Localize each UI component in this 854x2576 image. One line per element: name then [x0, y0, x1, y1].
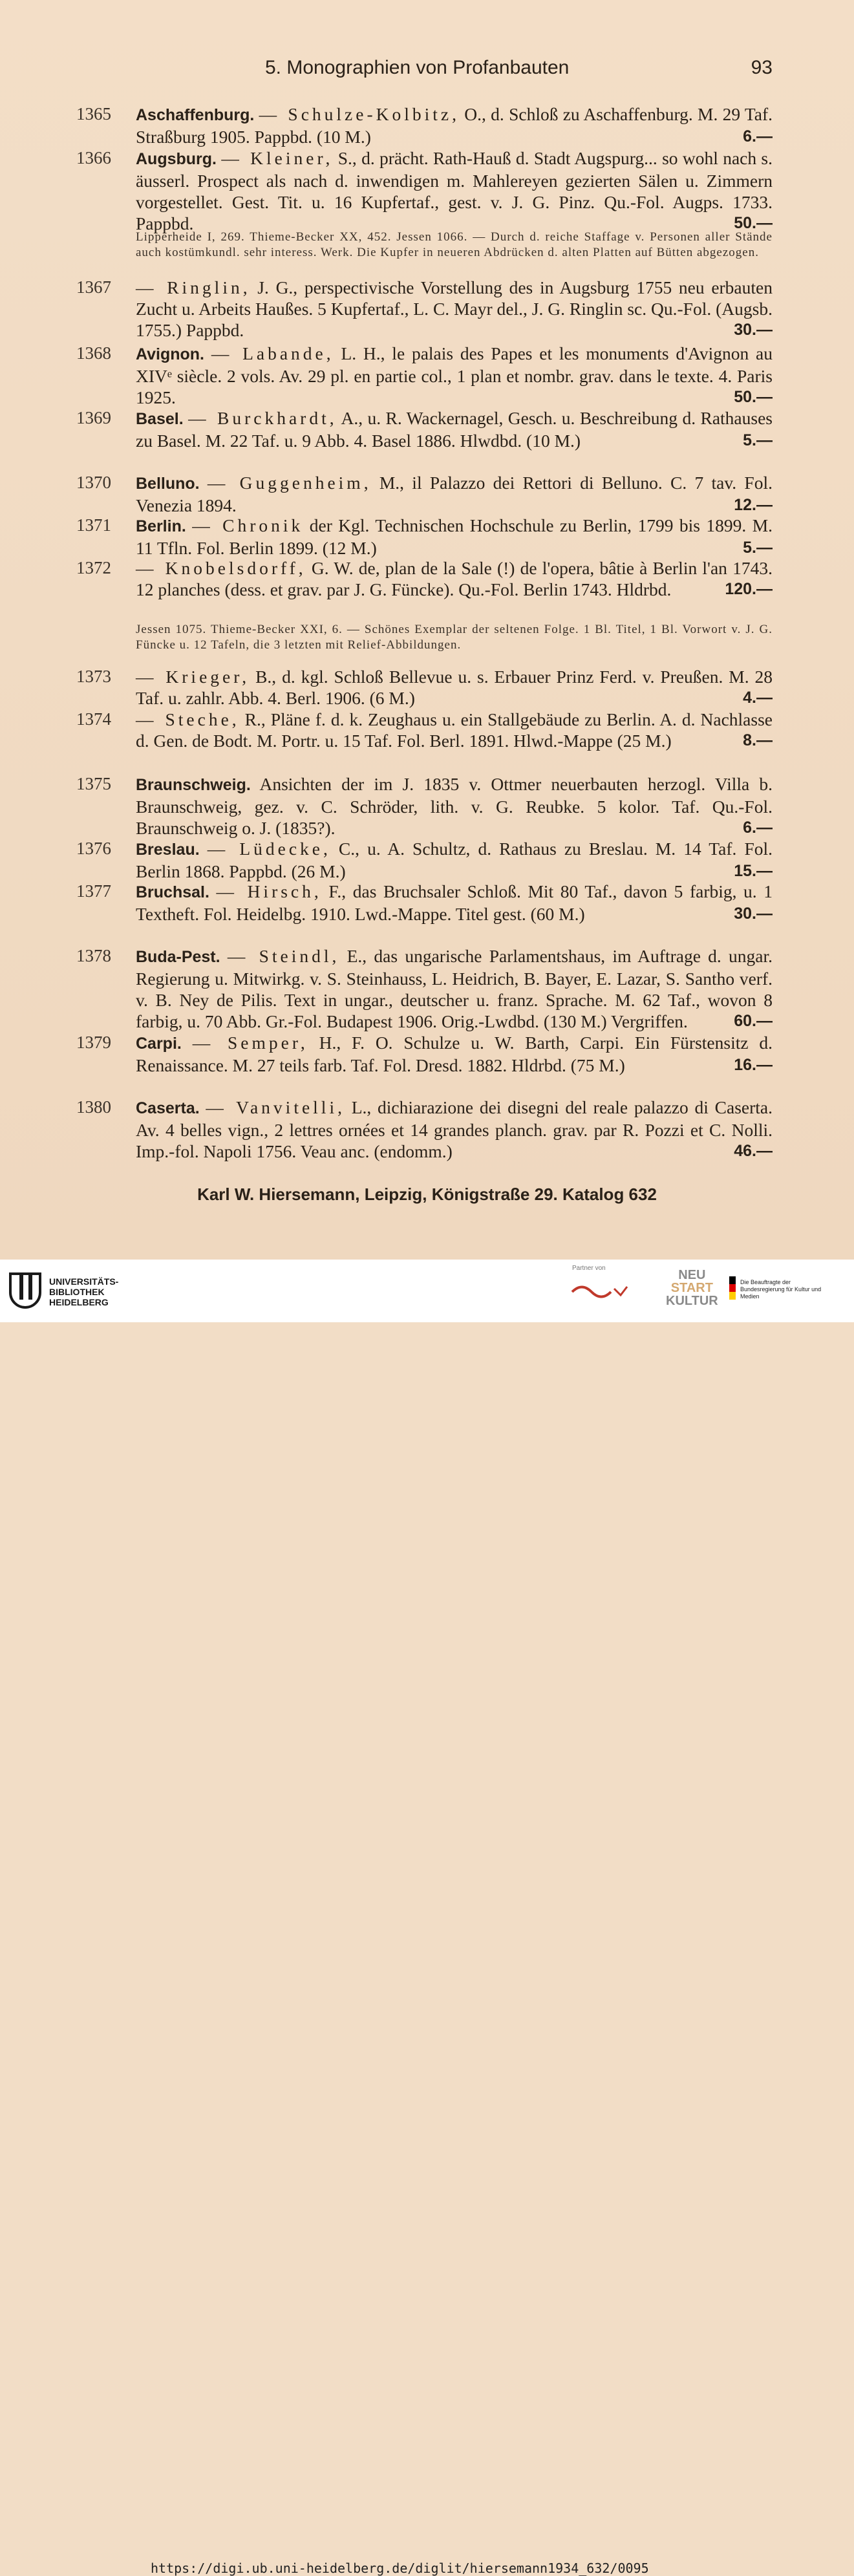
entry-keyword: Berlin. — [136, 517, 186, 535]
entry-price: 4.— — [743, 689, 773, 707]
entry-text — [136, 343, 773, 408]
entry-author: — Guggenheim, — [207, 473, 372, 493]
entry-price: 6.— — [743, 127, 773, 145]
entry-text — [136, 1097, 773, 1162]
entry-number: 1369 — [76, 408, 111, 427]
entry-description: R., Pläne f. d. k. Zeughaus u. ein Stallgebäude zu Berlin. A. d. Nachlasse d. Gen. de Bodt. M. Portr. u. 15 Taf. Fol. Berl. 1891. Hlwd.-Mappe (25 M.) — [136, 709, 773, 751]
entry-description: L. H., le palais des Papes et les monuments d'Avignon au XIVᵉ siècle. 2 vols. Av. 29 pl. en partie col., 1 plan et nombr. grav. dans le texte. 4. Paris 1925. — [136, 343, 773, 407]
entry-keyword: Breslau. — [136, 841, 200, 859]
entry-number: 1377 — [76, 881, 111, 901]
entry-price: 12.— — [734, 496, 773, 514]
entry-number: 1370 — [76, 473, 111, 492]
entry-price: 15.— — [734, 862, 773, 880]
entry-price: 8.— — [743, 731, 773, 749]
entry-price: 6.— — [743, 819, 773, 837]
german-flag-icon — [729, 1276, 736, 1300]
catalog-page — [0, 0, 854, 1260]
entry-author: — Kleiner, — [221, 148, 334, 168]
entry-price: 50.— — [734, 388, 773, 406]
entry-text — [136, 838, 773, 882]
entry-description: E., das ungarische Parlamentshaus, im Auftrage d. ungar. Regierung u. Mitwirkg. v. S. Steinhauss, L. Heidrich, B. Bayer, E. Lazar, S. Santho verf. v. B. Ney de Pilis. Text in ungar., deutscher u. franz. Sprache. M. 62 Taf., wovon 8 farbig, u. 70 Abb. Gr.-Fol. Budapest 1906. Orig.-Lwdbd. (130 M.) Vergriffen. — [136, 946, 773, 1031]
section-title: 5. Monographien von Profanbauten — [265, 57, 570, 78]
entry-keyword: Bruchsal. — [136, 883, 209, 901]
entry-description: M., il Palazzo dei Rettori di Belluno. C. 7 tav. Fol. Venezia 1894. — [136, 473, 773, 515]
entry-author: — Vanvitelli, — [206, 1097, 345, 1117]
entry-text — [136, 557, 773, 600]
page-number: 93 — [751, 57, 773, 78]
viewer-footer-bar — [0, 1260, 854, 2576]
entry-author: — Burckhardt, — [188, 408, 337, 428]
entry-description: F., das Bruchsaler Schloß. Mit 80 Taf., davon 5 farbig, u. 1 Textheft. Fol. Heidelbg. 1910. Lwd.-Mappe. Titel gest. (60 M.) — [136, 881, 773, 924]
neustart-kultur-logo: NEU START KULTUR — [666, 1268, 718, 1308]
entry-keyword: Basel. — [136, 410, 184, 428]
entry-price: 5.— — [743, 431, 773, 449]
entry-number: 1371 — [76, 515, 111, 535]
entry-number: 1380 — [76, 1097, 111, 1117]
permalink-url[interactable]: https://digi.ub.uni-heidelberg.de/diglit/hiersemann1934_632/0095 — [151, 2560, 649, 2576]
entry-number: 1366 — [76, 148, 111, 167]
entry-text — [136, 881, 773, 925]
entry-text — [136, 945, 773, 1032]
entry-number: 1379 — [76, 1033, 111, 1052]
entry-text — [136, 472, 773, 516]
entry-price: 60.— — [734, 1012, 773, 1030]
entry-author: — Schulze-Kolbitz, — [259, 104, 460, 124]
entry-author: — Ringlin, — [136, 277, 251, 297]
entry-text — [136, 277, 773, 341]
entry-keyword: Belluno. — [136, 475, 200, 493]
entry-number: 1376 — [76, 839, 111, 858]
entry-author: — Krieger, — [136, 667, 250, 687]
entry-description: der Kgl. Technischen Hochschule zu Berlin, 1799 bis 1899. M. 11 Tfln. Fol. Berlin 1899. (12 M.) — [136, 515, 773, 558]
entry-text — [136, 103, 773, 147]
bkm-label: Die Beauftragte der Bundesregierung für Kultur und Medien — [740, 1279, 822, 1300]
entry-description: S., d. prächt. Rath-Hauß d. Stadt Augspurg... so wohl nach s. äusserl. Prospect als nach d. inwendigen m. Mahlereyen gezierten Sälen u. Zimmern vorgestellet. Gest. Tit. u. 16 Kupfertaf., gest. v. J. G. Pinz. Qu.-Fol. Augps. 1733. Pappbd. — [136, 148, 773, 233]
entry-author: — Steche, — [136, 709, 240, 729]
entry-price: 46.— — [734, 1142, 773, 1160]
entry-text — [136, 515, 773, 559]
entry-description: Ansichten der im J. 1835 v. Ottmer neuerbauten herzogl. Villa b. Braunschweig, gez. v. C. Schröder, lith. v. G. Reubke. 5 kolor. Taf. Qu.-Fol. Braunschweig o. J. (1835?). — [136, 774, 773, 838]
entry-number: 1365 — [76, 104, 111, 123]
entry-author: — Lüdecke, — [207, 839, 331, 859]
entry-price: 120.— — [725, 580, 773, 598]
entry-author: — Labande, — [211, 343, 334, 363]
entry-author: — Knobelsdorff, — [136, 558, 306, 578]
entry-text — [136, 773, 773, 839]
entry-author: — Chronik — [192, 515, 304, 535]
entry-number: 1378 — [76, 946, 111, 965]
page-header — [136, 57, 773, 87]
entry-author: — Steindl, — [227, 946, 340, 966]
entry-note: Jessen 1075. Thieme-Becker XXI, 6. — Schönes Exemplar der seltenen Folge. 1 Bl. Titel, 1 Bl. Vorwort v. J. G. Füncke u. 12 Tafeln, die 3 letzten mit Relief-Abbildungen. — [136, 623, 773, 652]
partner-label: Partner von — [572, 1265, 606, 1272]
entry-price: 5.— — [743, 539, 773, 557]
entry-price: 30.— — [734, 321, 773, 339]
entry-author: — Hirsch, — [216, 881, 322, 901]
publisher-footer: Karl W. Hiersemann, Leipzig, Königstraße 29. Katalog 632 — [197, 1185, 657, 1204]
entry-description: J. G., perspectivische Vorstellung des in Augsburg 1755 neu erbauten Zucht u. Arbeits Haußes. 5 Kupfertaf., L. C. Mayr del., J. G. Ringlin sc. Qu.-Fol. (Augsb. 1755.) Pappbd. — [136, 277, 773, 340]
ub-heidelberg-label: UNIVERSITÄTS- BIBLIOTHEK HEIDELBERG — [49, 1276, 119, 1307]
entry-keyword: Avignon. — [136, 345, 205, 363]
entry-description: C., u. A. Schultz, d. Rathaus zu Breslau. M. 14 Taf. Fol. Berlin 1868. Pappbd. (26 M.) — [136, 839, 773, 881]
entry-price: 50.— — [734, 214, 773, 232]
entry-description: B., d. kgl. Schloß Bellevue u. s. Erbauer Prinz Ferd. v. Preußen. M. 28 Taf. u. zahlr. Abb. 4. Berl. 1906. (6 M.) — [136, 667, 773, 708]
entry-text — [136, 709, 773, 751]
entry-keyword: Carpi. — [136, 1035, 182, 1053]
entry-number: 1372 — [76, 558, 111, 577]
entry-number: 1375 — [76, 774, 111, 793]
entry-description: L., dichiarazione dei disegni del reale palazzo di Caserta. Av. 4 belles vign., 2 lettres ornées et 14 grandes planch. grav. par R. Pozzi et C. Nolli. Imp.-fol. Napoli 1756. Veau anc. (endomm.) — [136, 1097, 773, 1161]
entry-keyword: Buda-Pest. — [136, 948, 220, 966]
entry-text — [136, 407, 773, 451]
ddb-logo-icon — [569, 1279, 640, 1305]
entry-description: O., d. Schloß zu Aschaffenburg. M. 29 Taf. Straßburg 1905. Pappbd. (10 M.) — [136, 104, 773, 147]
entry-keyword: Caserta. — [136, 1099, 200, 1117]
entry-number: 1368 — [76, 343, 111, 363]
entry-number: 1373 — [76, 667, 111, 686]
entry-keyword: Braunschweig. — [136, 776, 251, 794]
entry-price: 16.— — [734, 1056, 773, 1074]
entry-number: 1374 — [76, 709, 111, 729]
entry-keyword: Augsburg. — [136, 150, 217, 168]
entry-keyword: Aschaffenburg. — [136, 106, 255, 124]
entry-price: 30.— — [734, 905, 773, 923]
entry-text — [136, 147, 773, 234]
ub-heidelberg-logo-icon — [9, 1272, 41, 1309]
entry-description: A., u. R. Wackernagel, Gesch. u. Beschreibung d. Rathauses zu Basel. M. 22 Taf. u. 9 Abb. 4. Basel 1886. Hlwdbd. (10 M.) — [136, 408, 773, 451]
entry-author: — Semper, — [192, 1033, 308, 1053]
entry-number: 1367 — [76, 277, 111, 297]
entry-description: H., F. O. Schulze u. W. Barth, Carpi. Ein Fürstensitz d. Renaissance. M. 27 teils farb. Taf. Fol. Dresd. 1882. Hldrbd. (75 M.) — [136, 1033, 773, 1075]
entry-note: Lipperheide I, 269. Thieme-Becker XX, 452. Jessen 1066. — Durch d. reiche Staffage v. Personen aller Stände auch kostümkundl. sehr interess. Werk. Die Kupfer in neueren Abdrücken d. alten Platten auf Bütten abgezogen. — [136, 230, 773, 259]
entry-text — [136, 666, 773, 709]
entry-text — [136, 1032, 773, 1076]
entry-description: G. W. de, plan de la Sale (!) de l'opera, bâtie à Berlin l'an 1743. 12 planches (dess. et grav. par J. G. Füncke). Qu.-Fol. Berlin 1743. Hldrbd. — [136, 558, 773, 599]
